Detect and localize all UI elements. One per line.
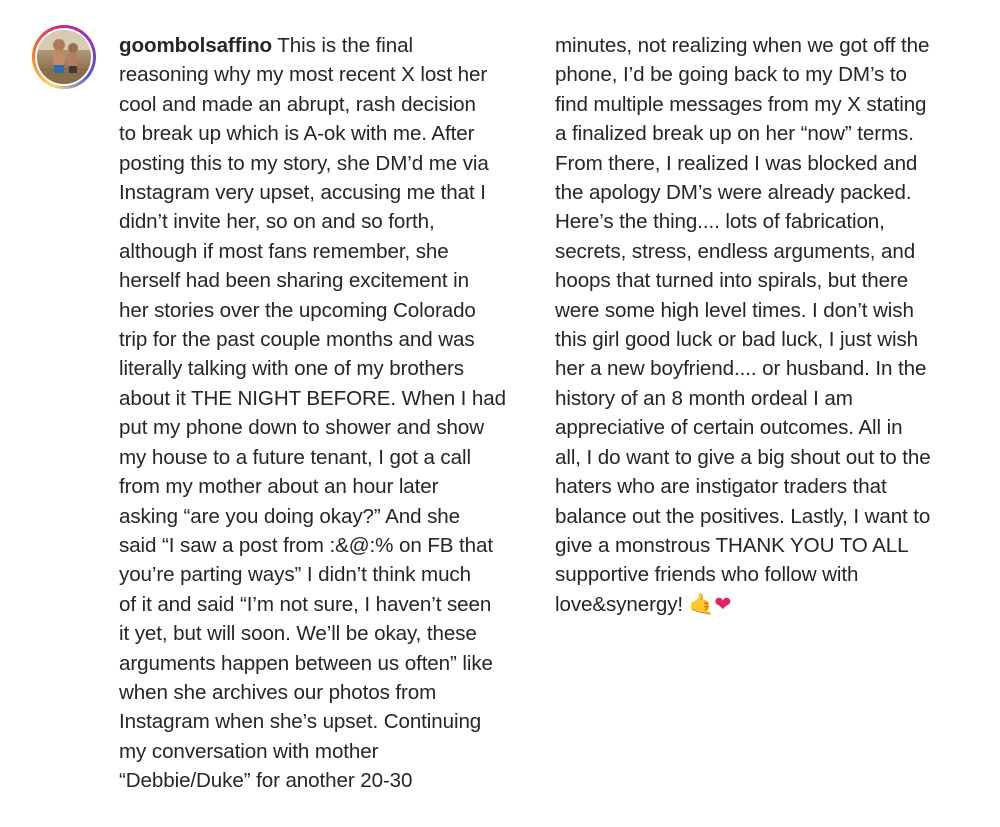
caption-text: This is the final bbox=[277, 34, 413, 57]
caption-line: asking “are you doing okay?” And she bbox=[119, 504, 460, 528]
caption-column-right bbox=[555, 31, 975, 619]
caption-last-line bbox=[555, 590, 975, 619]
caption-line: give a monstrous THANK YOU TO ALL bbox=[555, 533, 909, 557]
caption-line: said “I saw a post from :&@:% on FB that bbox=[119, 533, 494, 557]
caption-line: were some high level times. I don’t wish bbox=[555, 298, 914, 322]
caption-line: put my phone down to shower and show bbox=[119, 416, 485, 440]
avatar-photo bbox=[37, 30, 91, 84]
caption-line: From there, I realized I was blocked and bbox=[555, 151, 918, 175]
red-heart-emoji-icon: ❤ bbox=[714, 591, 732, 616]
caption-line: herself had been sharing excitement in bbox=[119, 269, 469, 293]
caption-line: trip for the past couple months and was bbox=[119, 328, 475, 352]
avatar-person-icon bbox=[37, 30, 91, 84]
caption-line: history of an 8 month ordeal I am bbox=[555, 386, 853, 410]
caption-text: love&synergy! bbox=[555, 592, 689, 616]
caption-line: her a new boyfriend.... or husband. In the bbox=[555, 357, 927, 381]
caption-line: minutes, not realizing when we got off the bbox=[555, 34, 930, 57]
caption-line: arguments happen between us often” like bbox=[119, 651, 493, 675]
caption-line: hoops that turned into spirals, but there bbox=[555, 269, 909, 293]
avatar-ring-gap bbox=[35, 28, 93, 86]
caption-line: all, I do want to give a big shout out to the bbox=[555, 445, 931, 469]
caption-line: supportive friends who follow with bbox=[555, 563, 859, 587]
caption-line: Here’s the thing.... lots of fabrication, bbox=[555, 210, 885, 234]
caption-line: find multiple messages from my X stating bbox=[555, 92, 927, 116]
caption-line: my conversation with mother bbox=[119, 739, 379, 763]
caption-line: her stories over the upcoming Colorado bbox=[119, 298, 476, 322]
caption-line: it yet, but will soon. We’ll be okay, these bbox=[119, 622, 477, 646]
profile-avatar[interactable] bbox=[32, 25, 96, 89]
caption-line: my house to a future tenant, I got a call bbox=[119, 445, 471, 469]
caption-line: posting this to my story, she DM’d me via bbox=[119, 151, 489, 175]
caption-line: you’re parting ways” I didn’t think much bbox=[119, 563, 471, 587]
caption-line: Instagram when she’s upset. Continuing bbox=[119, 710, 482, 734]
caption-line: didn’t invite her, so on and so forth, bbox=[119, 210, 435, 234]
caption-line: when she archives our photos from bbox=[119, 680, 437, 704]
caption-line: of it and said “I’m not sure, I haven’t seen bbox=[119, 592, 492, 616]
caption-line: this girl good luck or bad luck, I just wish bbox=[555, 328, 919, 352]
caption-line: Instagram very upset, accusing me that I bbox=[119, 181, 486, 205]
caption-column-left bbox=[119, 31, 547, 796]
caption-line: “Debbie/Duke” for another 20-30 bbox=[119, 769, 413, 793]
caption-line: haters who are instigator traders that bbox=[555, 475, 887, 499]
caption-line: literally talking with one of my brothers bbox=[119, 357, 464, 381]
caption-line: secrets, stress, endless arguments, and bbox=[555, 239, 916, 263]
caption-line: although if most fans remember, she bbox=[119, 239, 449, 263]
caption-line: the apology DM’s were already packed. bbox=[555, 181, 912, 205]
caption-line: to break up which is A-ok with me. After bbox=[119, 122, 475, 146]
caption-line: from my mother about an hour later bbox=[119, 475, 439, 499]
caption-line: phone, I’d be going back to my DM’s to bbox=[555, 63, 907, 87]
call-me-hand-emoji-icon: 🤙 bbox=[688, 591, 715, 616]
caption-first-line bbox=[119, 31, 547, 60]
caption-line: cool and made an abrupt, rash decision bbox=[119, 92, 476, 116]
caption-line: about it THE NIGHT BEFORE. When I had bbox=[119, 386, 506, 410]
caption-line: balance out the positives. Lastly, I want to bbox=[555, 504, 931, 528]
caption-line: appreciative of certain outcomes. All in bbox=[555, 416, 903, 440]
username-link[interactable]: goombolsaffino bbox=[119, 34, 273, 57]
caption-line: a finalized break up on her “now” terms. bbox=[555, 122, 914, 146]
caption-line: reasoning why my most recent X lost her bbox=[119, 63, 488, 87]
